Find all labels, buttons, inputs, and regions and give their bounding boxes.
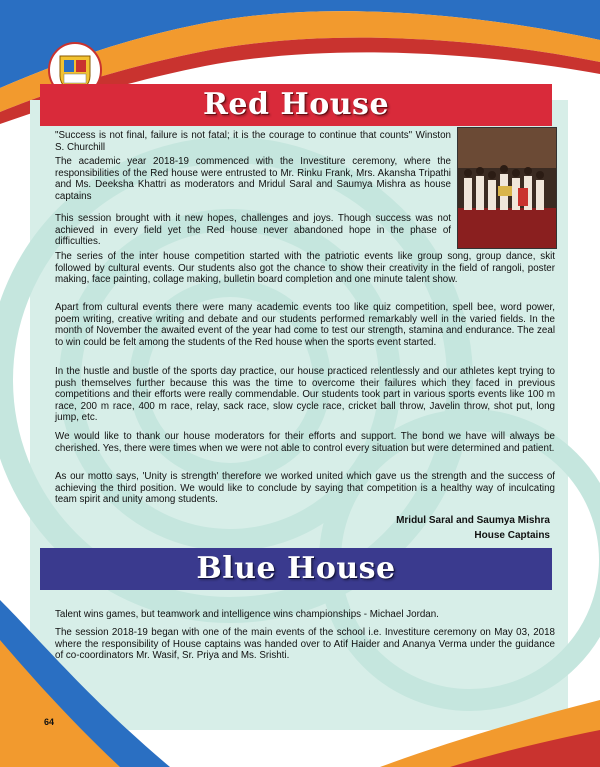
blue-house-para-1: The session 2018-19 began with one of the main events of the school i.e. Investiture ceremony on May 03, 2018 where the responsibility of House captains was handed over to Atif Haider and Ananya Verma under the guidance of co-coordinators Mr. Wasif, Sr. Priya and Ms. Srishti.: [55, 627, 555, 662]
investiture-photo: [457, 127, 557, 249]
signature-role: House Captains: [474, 530, 550, 541]
signature-names: Mridul Saral and Saumya Mishra: [396, 515, 550, 526]
page-number: 64: [44, 717, 55, 727]
blue-house-title: Blue House: [196, 551, 396, 586]
blue-house-quote: Talent wins games, but teamwork and intelligence wins championships - Michael Jordan.: [55, 609, 439, 620]
red-house-banner: [40, 84, 552, 126]
red-house-para-4: Apart from cultural events there were many academic events too like quiz competition, spell bee, word power, poem writing, creative writing and debate and our students performed remarkably well in the varied fields. In the month of November the awaited event of the year had come to test our strength, stamina and endurance. The zeal to win could be felt among the students of the Red house when the sports event started.: [55, 302, 555, 348]
blue-house-banner: [40, 548, 552, 590]
red-house-para-7: As our motto says, 'Unity is strength' therefore we worked united which gave us the strength and the success of achieving the third position. We would like to conclude by saying that competition is a healthy way of inculcating team spirit and unity among students.: [55, 471, 555, 506]
red-house-para-2: This session brought with it new hopes, challenges and joys. Though success was not achieved in every field yet the Red house never abandoned hope in the phase of difficulties.: [55, 213, 451, 248]
red-house-para-1: The academic year 2018-19 commenced with the Investiture ceremony, where the responsibilities of the Red house were entrusted to Mr. Rinku Frank, Mrs. Akansha Tripathi and Ms. Deeksha Khattri as moderators and Mridul Saral and Saumya Mishra as house captains: [55, 156, 451, 202]
red-house-para-5: In the hustle and bustle of the sports day practice, our house practiced relentlessly and our athletes kept trying to push themselves further because this was the time to overcome their failures which they faced in previous competitions and their efforts were really commendable. Our students took part in various sports events like 100 m race, 200 m race, 400 m race, relay, sack race, slow cycle race, cricket ball throw, Javelin throw, shot put, long jump, etc.: [55, 366, 555, 424]
red-house-para-3: The series of the inter house competition started with the patriotic events like group song, group dance, skit followed by cultural events. Our students also got the chance to show their creativity in the field of rangoli, poster making, face painting, collage making, bulletin board completion and one minute talent show.: [55, 251, 555, 286]
red-house-title: Red House: [202, 87, 390, 122]
red-house-quote: "Success is not final, failure is not fatal; it is the courage to continue that counts" Winston S. Churchill: [55, 130, 451, 153]
red-house-para-6: We would like to thank our house moderators for their efforts and support. The bond we have will always be cherished. Yes, there were times when we were not able to control every situation but were determined and patient.: [55, 431, 555, 454]
